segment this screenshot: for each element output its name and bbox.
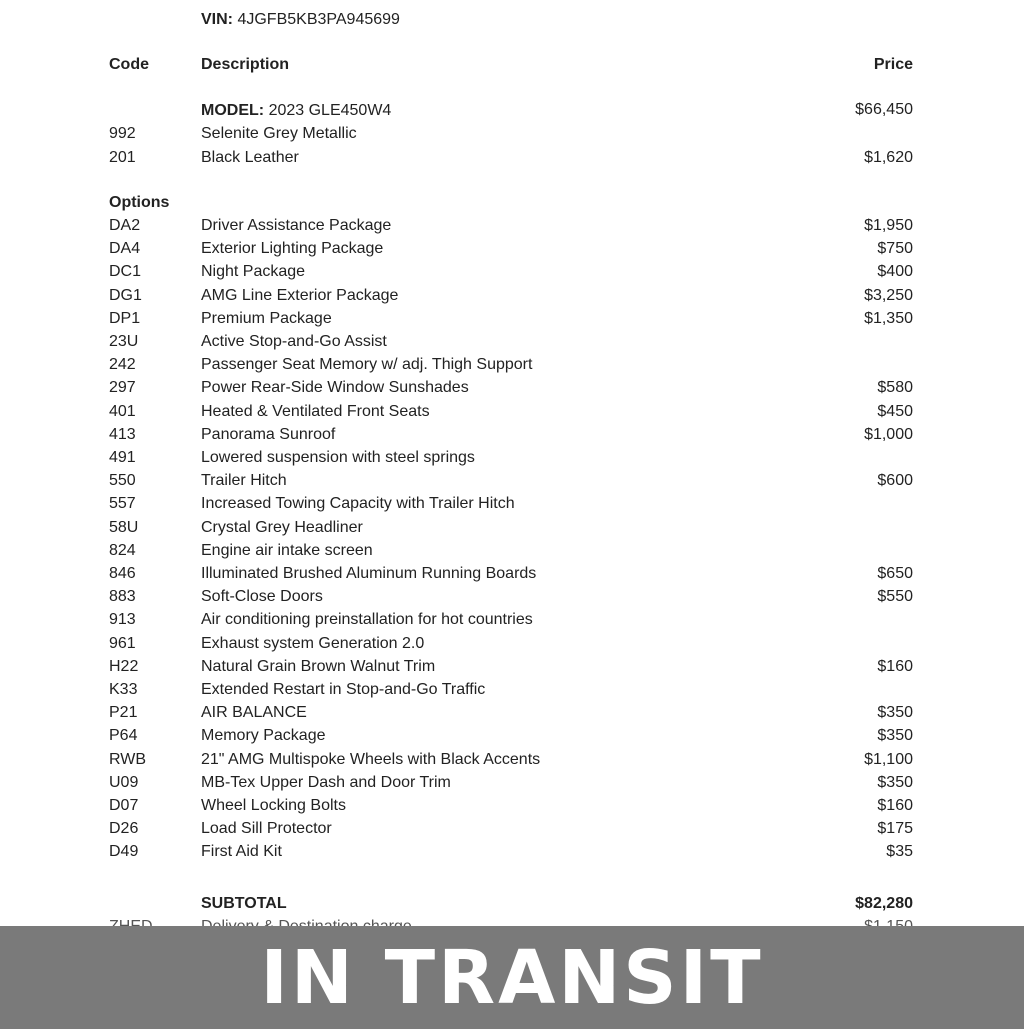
option-description: Active Stop-and-Go Assist: [201, 333, 387, 350]
option-code: D26: [109, 820, 139, 837]
vin-label: VIN:: [201, 11, 233, 28]
option-price: $160: [877, 658, 913, 675]
option-description: Memory Package: [201, 727, 326, 744]
base-item-price: $1,620: [864, 149, 913, 166]
option-price: $1,100: [864, 751, 913, 768]
in-transit-banner-text: IN TRANSIT: [260, 934, 764, 1021]
option-price: $550: [877, 588, 913, 605]
option-code: DC1: [109, 263, 142, 280]
option-description: Soft-Close Doors: [201, 588, 323, 605]
option-description: Night Package: [201, 263, 306, 280]
option-description: Heated & Ventilated Front Seats: [201, 403, 430, 420]
option-code: D07: [109, 797, 139, 814]
column-header-code: Code: [109, 56, 149, 73]
option-price: $600: [877, 472, 913, 489]
option-code: 413: [109, 426, 136, 443]
option-code: 824: [109, 542, 136, 559]
option-price: $750: [877, 240, 913, 257]
option-description: AMG Line Exterior Package: [201, 287, 399, 304]
option-code: 883: [109, 588, 136, 605]
option-price: $350: [877, 704, 913, 721]
option-price: $650: [877, 565, 913, 582]
option-code: U09: [109, 774, 139, 791]
option-description: Wheel Locking Bolts: [201, 797, 346, 814]
option-price: $450: [877, 403, 913, 420]
model-price: $66,450: [855, 101, 913, 118]
model-label: MODEL:: [201, 102, 265, 119]
option-code: DP1: [109, 310, 141, 327]
option-price: $3,250: [864, 287, 913, 304]
in-transit-banner: [0, 926, 1024, 1029]
vin-value: 4JGFB5KB3PA945699: [237, 11, 400, 28]
option-code: K33: [109, 681, 138, 698]
option-code: DG1: [109, 287, 142, 304]
option-code: 491: [109, 449, 136, 466]
option-code: P21: [109, 704, 138, 721]
option-price: $1,950: [864, 217, 913, 234]
option-description: Air conditioning preinstallation for hot countries: [201, 611, 533, 628]
option-description: AIR BALANCE: [201, 704, 307, 721]
option-price: $400: [877, 263, 913, 280]
option-code: D49: [109, 843, 139, 860]
option-price: $1,350: [864, 310, 913, 327]
subtotal-value: $82,280: [855, 895, 913, 912]
option-description: Extended Restart in Stop-and-Go Traffic: [201, 681, 486, 698]
option-description: Illuminated Brushed Aluminum Running Boards: [201, 565, 537, 582]
option-description: Engine air intake screen: [201, 542, 373, 559]
option-price: $35: [886, 843, 913, 860]
option-code: RWB: [109, 751, 147, 768]
option-price: $175: [877, 820, 913, 837]
option-description: Increased Towing Capacity with Trailer Hitch: [201, 495, 515, 512]
option-code: 913: [109, 611, 136, 628]
option-description: First Aid Kit: [201, 843, 282, 860]
option-description: MB-Tex Upper Dash and Door Trim: [201, 774, 451, 791]
option-code: H22: [109, 658, 139, 675]
base-item-description: Black Leather: [201, 149, 299, 166]
column-header-description: Description: [201, 56, 290, 73]
option-code: 297: [109, 379, 136, 396]
option-description: Passenger Seat Memory w/ adj. Thigh Support: [201, 356, 533, 373]
option-price: $350: [877, 774, 913, 791]
option-price: $1,000: [864, 426, 913, 443]
option-code: 846: [109, 565, 136, 582]
option-description: Natural Grain Brown Walnut Trim: [201, 658, 436, 675]
option-code: 557: [109, 495, 136, 512]
option-price: $160: [877, 797, 913, 814]
option-description: Load Sill Protector: [201, 820, 332, 837]
model-value: 2023 GLE450W4: [268, 102, 392, 119]
option-description: Panorama Sunroof: [201, 426, 336, 443]
option-code: P64: [109, 727, 138, 744]
option-description: Trailer Hitch: [201, 472, 287, 489]
option-price: $580: [877, 379, 913, 396]
base-item-description: Selenite Grey Metallic: [201, 125, 357, 142]
column-header-price: Price: [873, 56, 913, 73]
option-description: Driver Assistance Package: [201, 217, 392, 234]
option-code: 401: [109, 403, 136, 420]
option-description: Power Rear-Side Window Sunshades: [201, 379, 469, 396]
option-code: 550: [109, 472, 136, 489]
option-code: 242: [109, 356, 136, 373]
option-code: DA2: [109, 217, 141, 234]
vin-line: [201, 10, 400, 30]
options-heading: Options: [109, 194, 170, 211]
option-description: Crystal Grey Headliner: [201, 519, 363, 536]
base-item-code: 992: [109, 125, 136, 142]
option-description: Lowered suspension with steel springs: [201, 449, 475, 466]
option-description: Exhaust system Generation 2.0: [201, 635, 425, 652]
option-price: $350: [877, 727, 913, 744]
option-description: Exterior Lighting Package: [201, 240, 384, 257]
option-description: Premium Package: [201, 310, 332, 327]
base-item-code: 201: [109, 149, 136, 166]
option-code: DA4: [109, 240, 141, 257]
option-description: 21" AMG Multispoke Wheels with Black Accents: [201, 751, 541, 768]
option-code: 58U: [109, 519, 139, 536]
model-line: [201, 101, 391, 121]
option-code: 23U: [109, 333, 139, 350]
option-code: 961: [109, 635, 136, 652]
subtotal-label: SUBTOTAL: [201, 895, 287, 912]
